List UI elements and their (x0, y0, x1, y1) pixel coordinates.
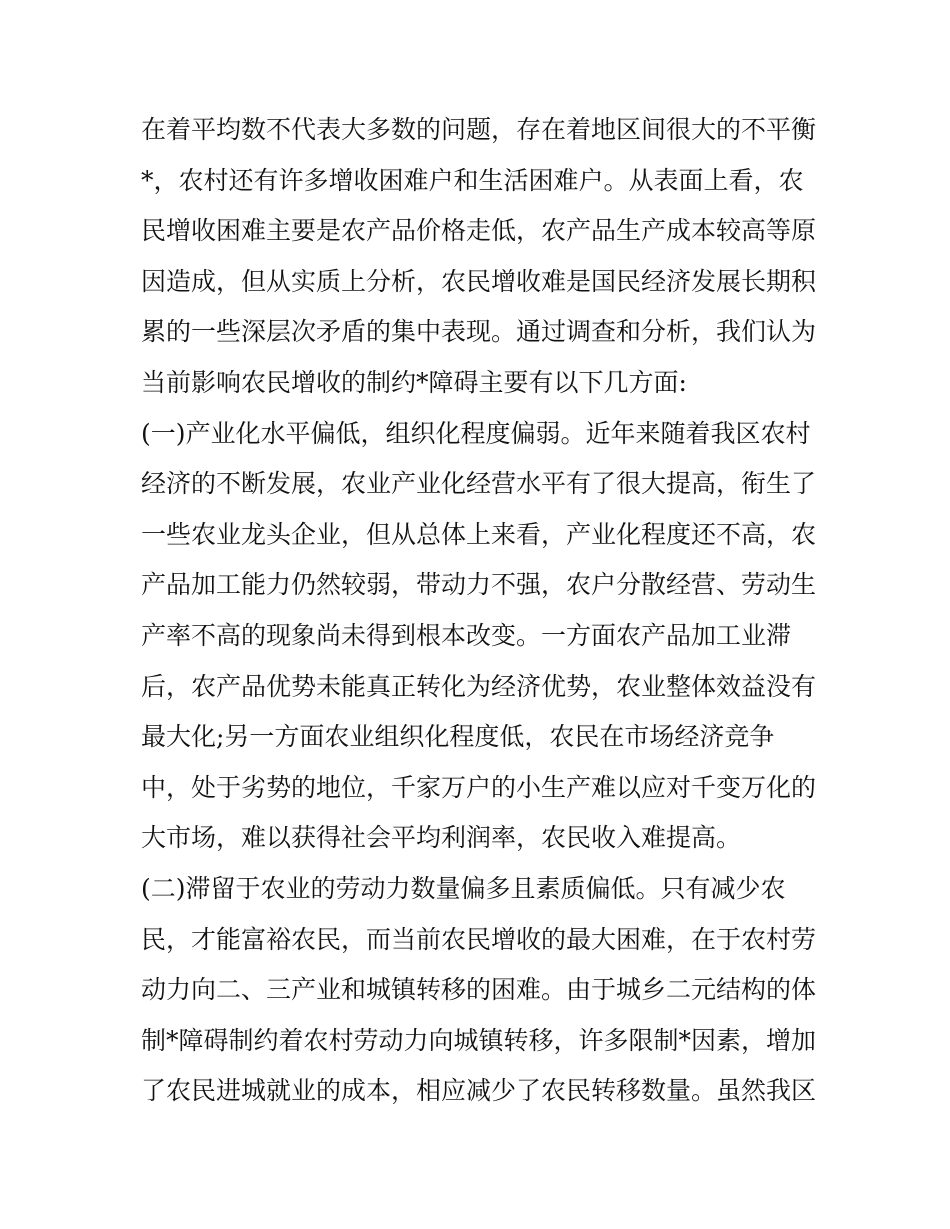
text-line: 累的一些深层次矛盾的集中表现。通过调查和分析，我们认为 (141, 317, 817, 347)
body-text (141, 105, 821, 1117)
text-line: *，农村还有许多增收困难户和生活困难户。从表面上看，农 (141, 165, 804, 195)
text-line: (二)滞留于农业的劳动力数量偏多且素质偏低。只有减少农 (141, 873, 786, 903)
text-line: 经济的不断发展，农业产业化经营水平有了很大提高，衔生了 (141, 469, 817, 499)
text-line: 中，处于劣势的地位，千家万户的小生产难以应对千变万化的 (141, 772, 817, 802)
text-line: 最大化;另一方面农业组织化程度低，农民在市场经济竞争 (141, 722, 775, 752)
text-line: 产品加工能力仍然较弱，带动力不强，农户分散经营、劳动生 (141, 570, 817, 600)
text-line: 了农民进城就业的成本，相应减少了农民转移数量。虽然我区 (141, 1076, 817, 1106)
text-line: 大市场，难以获得社会平均利润率，农民收入难提高。 (141, 823, 742, 853)
text-line: 民增收困难主要是农产品价格走低，农产品生产成本较高等原 (141, 216, 817, 246)
text-line: 一些农业龙头企业，但从总体上来看，产业化程度还不高，农 (141, 519, 817, 549)
text-line: 民，才能富裕农民，而当前农民增收的最大困难，在于农村劳 (141, 924, 817, 954)
text-line: 当前影响农民增收的制约*障碍主要有以下几方面: (141, 367, 687, 397)
text-line: 因造成，但从实质上分析，农民增收难是国民经济发展长期积 (141, 266, 817, 296)
text-line: (一)产业化水平偏低，组织化程度偏弱。近年来随着我区农村 (141, 418, 811, 448)
text-line: 制*障碍制约着农村劳动力向城镇转移，许多限制*因素，增加 (141, 1025, 817, 1055)
text-line: 动力向二、三产业和城镇转移的困难。由于城乡二元结构的体 (141, 975, 817, 1005)
text-line: 在着平均数不代表大多数的问题，存在着地区间很大的不平衡 (141, 115, 817, 144)
text-line: 后，农产品优势未能真正转化为经济优势，农业整体效益没有 (141, 671, 817, 701)
text-line: 产率不高的现象尚未得到根本改变。一方面农产品加工业滞 (141, 620, 792, 650)
